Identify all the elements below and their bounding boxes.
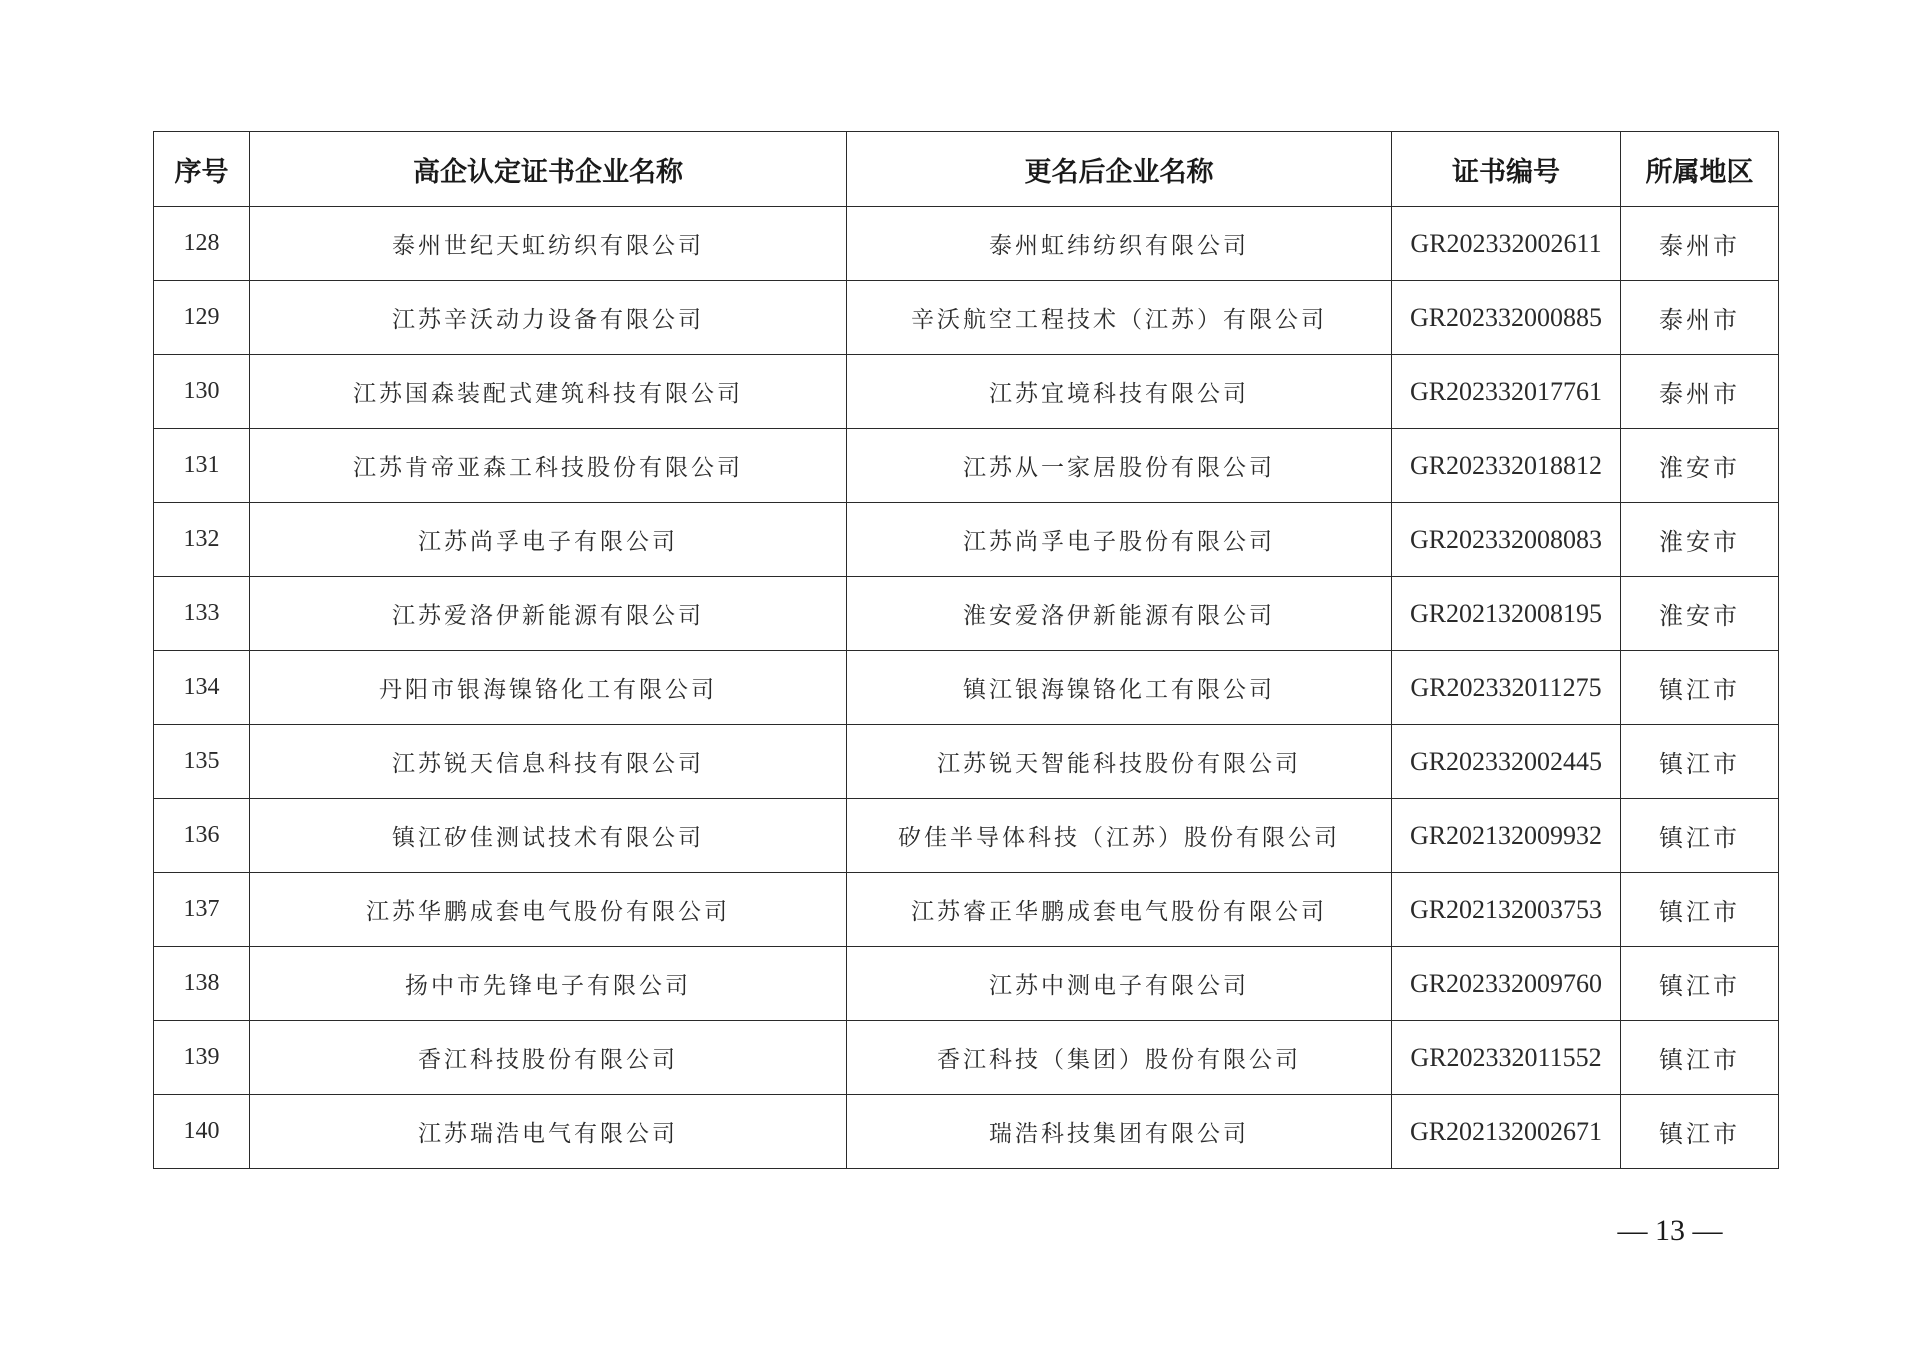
table-body	[154, 207, 1779, 1169]
cell-region: 镇江市	[1621, 873, 1779, 947]
cell-seq: 134	[154, 651, 250, 725]
cell-seq: 140	[154, 1095, 250, 1169]
cell-region: 镇江市	[1621, 1021, 1779, 1095]
cell-seq: 131	[154, 429, 250, 503]
header-new-name: 更名后企业名称	[847, 132, 1392, 207]
cell-region: 泰州市	[1621, 355, 1779, 429]
cell-original-name: 江苏辛沃动力设备有限公司	[250, 281, 847, 355]
cell-cert-no: GR202132002671	[1392, 1095, 1621, 1169]
cell-cert-no: GR202332000885	[1392, 281, 1621, 355]
header-seq: 序号	[154, 132, 250, 207]
cell-original-name: 江苏瑞浩电气有限公司	[250, 1095, 847, 1169]
cell-cert-no: GR202132003753	[1392, 873, 1621, 947]
table-row	[154, 947, 1779, 1021]
cell-region: 淮安市	[1621, 429, 1779, 503]
cell-original-name: 江苏尚孚电子有限公司	[250, 503, 847, 577]
cell-seq: 130	[154, 355, 250, 429]
table-row	[154, 577, 1779, 651]
cell-cert-no: GR202332002611	[1392, 207, 1621, 281]
cell-region: 镇江市	[1621, 725, 1779, 799]
cell-cert-no: GR202132008195	[1392, 577, 1621, 651]
cell-cert-no: GR202332008083	[1392, 503, 1621, 577]
cell-new-name: 江苏锐天智能科技股份有限公司	[847, 725, 1392, 799]
cell-cert-no: GR202332009760	[1392, 947, 1621, 1021]
cell-original-name: 江苏锐天信息科技有限公司	[250, 725, 847, 799]
cell-original-name: 镇江矽佳测试技术有限公司	[250, 799, 847, 873]
cell-new-name: 辛沃航空工程技术（江苏）有限公司	[847, 281, 1392, 355]
cell-original-name: 江苏华鹏成套电气股份有限公司	[250, 873, 847, 947]
table-row	[154, 207, 1779, 281]
cell-region: 泰州市	[1621, 207, 1779, 281]
table-row	[154, 873, 1779, 947]
header-region: 所属地区	[1621, 132, 1779, 207]
cell-cert-no: GR202332011275	[1392, 651, 1621, 725]
header-cert-no: 证书编号	[1392, 132, 1621, 207]
cell-region: 淮安市	[1621, 503, 1779, 577]
cell-new-name: 泰州虹纬纺织有限公司	[847, 207, 1392, 281]
table-row	[154, 1021, 1779, 1095]
cell-seq: 133	[154, 577, 250, 651]
header-original-name: 高企认定证书企业名称	[250, 132, 847, 207]
cell-original-name: 江苏国森装配式建筑科技有限公司	[250, 355, 847, 429]
cell-new-name: 香江科技（集团）股份有限公司	[847, 1021, 1392, 1095]
cell-original-name: 江苏肯帝亚森工科技股份有限公司	[250, 429, 847, 503]
table-row	[154, 429, 1779, 503]
cell-original-name: 扬中市先锋电子有限公司	[250, 947, 847, 1021]
table-row	[154, 651, 1779, 725]
cell-new-name: 江苏尚孚电子股份有限公司	[847, 503, 1392, 577]
cell-region: 淮安市	[1621, 577, 1779, 651]
cell-region: 镇江市	[1621, 947, 1779, 1021]
cell-region: 镇江市	[1621, 651, 1779, 725]
company-rename-table	[153, 131, 1779, 1169]
cell-new-name: 淮安爱洛伊新能源有限公司	[847, 577, 1392, 651]
cell-new-name: 矽佳半导体科技（江苏）股份有限公司	[847, 799, 1392, 873]
cell-cert-no: GR202332011552	[1392, 1021, 1621, 1095]
cell-original-name: 泰州世纪天虹纺织有限公司	[250, 207, 847, 281]
cell-cert-no: GR202332017761	[1392, 355, 1621, 429]
cell-seq: 129	[154, 281, 250, 355]
page-number: — 13 —	[1617, 1214, 1723, 1247]
table-row	[154, 799, 1779, 873]
cell-region: 泰州市	[1621, 281, 1779, 355]
table-row	[154, 281, 1779, 355]
cell-new-name: 瑞浩科技集团有限公司	[847, 1095, 1392, 1169]
cell-seq: 132	[154, 503, 250, 577]
cell-seq: 136	[154, 799, 250, 873]
cell-cert-no: GR202332018812	[1392, 429, 1621, 503]
cell-new-name: 江苏宜境科技有限公司	[847, 355, 1392, 429]
table-header-row	[154, 132, 1779, 207]
cell-cert-no: GR202132009932	[1392, 799, 1621, 873]
cell-seq: 137	[154, 873, 250, 947]
cell-cert-no: GR202332002445	[1392, 725, 1621, 799]
table-row	[154, 355, 1779, 429]
cell-seq: 128	[154, 207, 250, 281]
table-row	[154, 725, 1779, 799]
cell-region: 镇江市	[1621, 799, 1779, 873]
cell-region: 镇江市	[1621, 1095, 1779, 1169]
cell-original-name: 江苏爱洛伊新能源有限公司	[250, 577, 847, 651]
cell-original-name: 丹阳市银海镍铬化工有限公司	[250, 651, 847, 725]
cell-new-name: 江苏从一家居股份有限公司	[847, 429, 1392, 503]
cell-original-name: 香江科技股份有限公司	[250, 1021, 847, 1095]
table-row	[154, 1095, 1779, 1169]
cell-seq: 139	[154, 1021, 250, 1095]
cell-seq: 135	[154, 725, 250, 799]
cell-new-name: 镇江银海镍铬化工有限公司	[847, 651, 1392, 725]
cell-seq: 138	[154, 947, 250, 1021]
cell-new-name: 江苏中测电子有限公司	[847, 947, 1392, 1021]
cell-new-name: 江苏睿正华鹏成套电气股份有限公司	[847, 873, 1392, 947]
table-row	[154, 503, 1779, 577]
